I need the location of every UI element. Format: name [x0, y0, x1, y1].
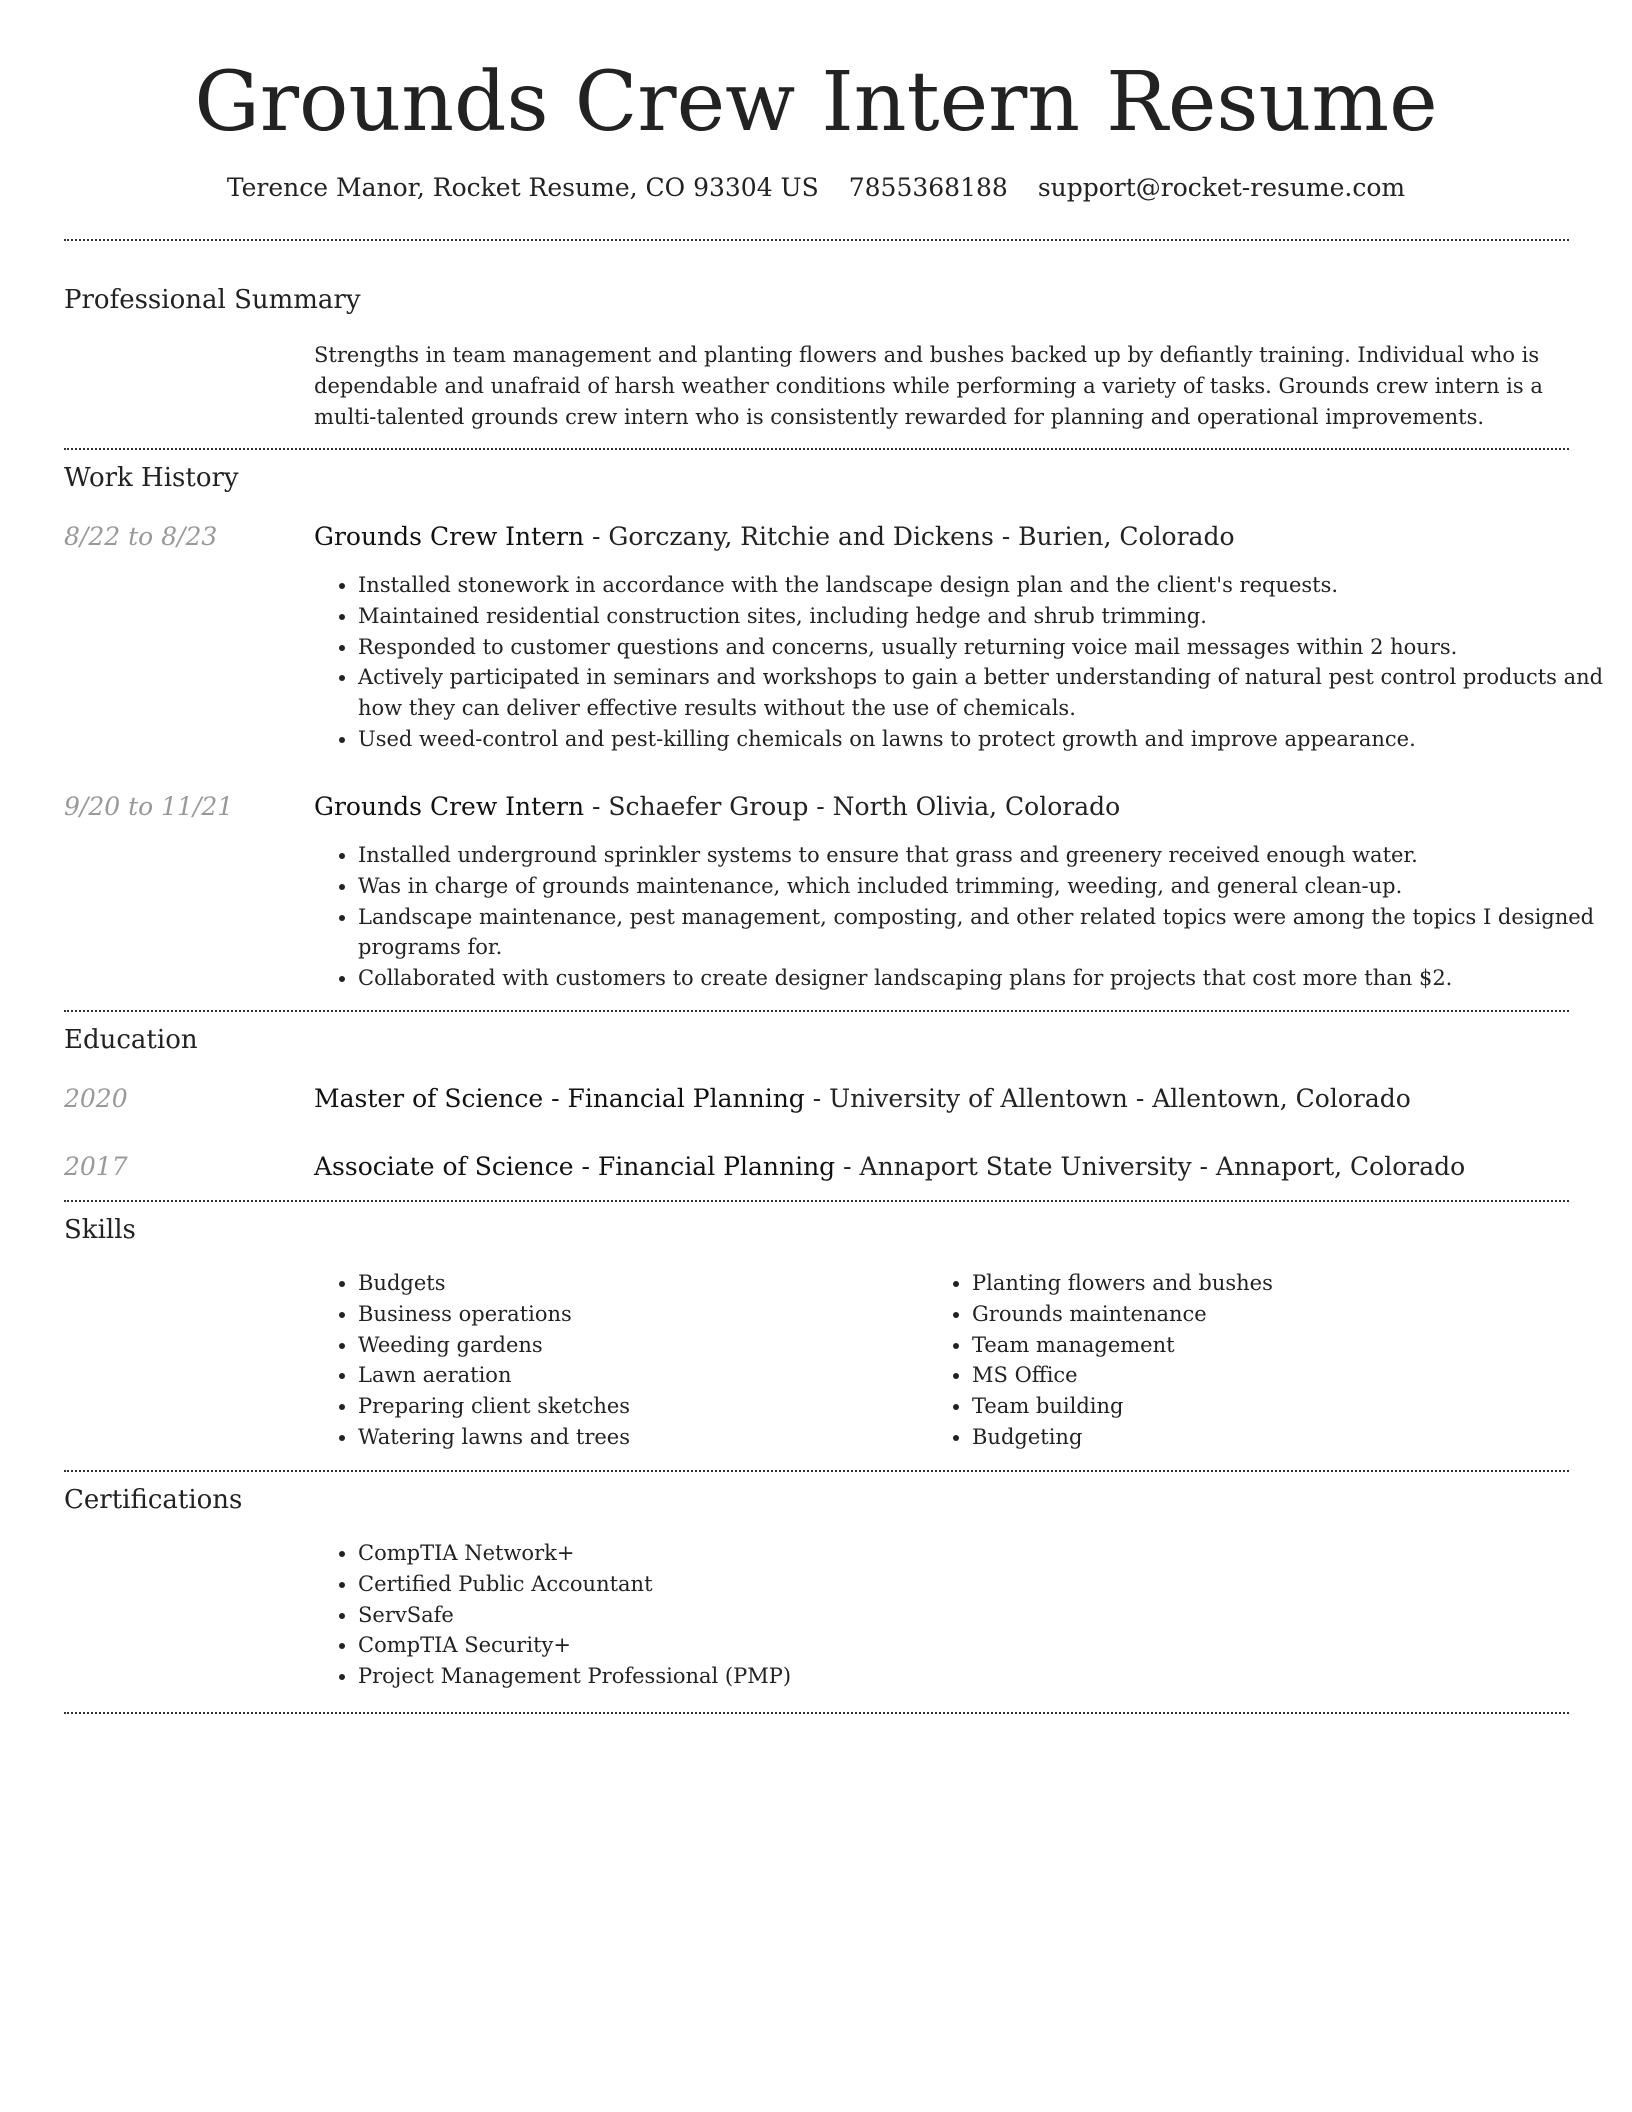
job-details: - Gorczany, Ritchie and Dickens - Burien, Colorado: [584, 522, 1235, 551]
education-degree: Associate of Science - Financial Planning: [314, 1152, 836, 1181]
job-bullet: • Installed stonework in accordance with the landscape design plan and the client's requests.: [358, 570, 1608, 601]
education-details: - Annaport State University - Annaport, Colorado: [835, 1152, 1466, 1181]
skill-item: • Weeding gardens: [358, 1330, 918, 1361]
education-degree: Master of Science - Financial Planning: [314, 1084, 805, 1113]
job-bullet: • Installed underground sprinkler systems to ensure that grass and greenery received enough water.: [358, 840, 1608, 871]
job-bullet: • Maintained residential construction sites, including hedge and shrub trimming.: [358, 601, 1608, 632]
education-year: 2020: [64, 1084, 128, 1113]
job-bullets: [314, 840, 1608, 994]
education-heading: Education: [64, 1025, 198, 1055]
job-dates: 9/20 to 11/21: [64, 792, 234, 821]
section-divider: [64, 1712, 1569, 1714]
certification-item: • CompTIA Network+: [358, 1538, 1258, 1569]
certification-item: • Project Management Professional (PMP): [358, 1661, 1258, 1692]
certification-item: • Certified Public Accountant: [358, 1569, 1258, 1600]
skill-item: • Planting flowers and bushes: [972, 1268, 1572, 1299]
job-bullet: • Actively participated in seminars and workshops to gain a better understanding of natural pest control products and how they can deliver effective results without the use of chemicals.: [358, 662, 1608, 724]
skills-list-left: [314, 1268, 918, 1453]
certification-item: • ServSafe: [358, 1600, 1258, 1631]
skill-item: • Budgets: [358, 1268, 918, 1299]
job-title: Grounds Crew Intern: [314, 792, 585, 821]
job-details: - Schaefer Group - North Olivia, Colorado: [584, 792, 1121, 821]
contact-line: [0, 168, 1632, 208]
contact-email: support@rocket-resume.com: [1037, 173, 1406, 202]
skill-item: • Grounds maintenance: [972, 1299, 1572, 1330]
certifications-heading: Certifications: [64, 1485, 243, 1515]
section-divider: [64, 239, 1569, 241]
job-heading: [314, 789, 1120, 825]
certification-item: • CompTIA Security+: [358, 1630, 1258, 1661]
skill-item: • Team management: [972, 1330, 1572, 1361]
education-year: 2017: [64, 1152, 128, 1181]
section-divider: [64, 1010, 1569, 1012]
resume-title: Grounds Crew Intern Resume: [194, 55, 1438, 150]
section-divider: [64, 448, 1569, 450]
skill-item: • Business operations: [358, 1299, 918, 1330]
skills-heading: Skills: [64, 1215, 136, 1245]
skill-item: • Team building: [972, 1391, 1572, 1422]
job-bullet: • Collaborated with customers to create designer landscaping plans for projects that cost more than $2.: [358, 963, 1608, 994]
section-divider: [64, 1470, 1569, 1472]
job-bullet: • Used weed-control and pest-killing chemicals on lawns to protect growth and improve appearance.: [358, 724, 1608, 755]
job-bullet: • Was in charge of grounds maintenance, which included trimming, weeding, and general clean-up.: [358, 871, 1608, 902]
contact-address: Terence Manor, Rocket Resume, CO 93304 US: [226, 173, 819, 202]
skill-item: • Lawn aeration: [358, 1360, 918, 1391]
job-dates: 8/22 to 8/23: [64, 522, 218, 551]
education-entry: [314, 1149, 1465, 1185]
section-divider: [64, 1200, 1569, 1202]
education-details: - University of Allentown - Allentown, Colorado: [804, 1084, 1411, 1113]
skill-item: • Preparing client sketches: [358, 1391, 918, 1422]
work-history-heading: Work History: [64, 463, 239, 493]
summary-heading: Professional Summary: [64, 285, 361, 315]
job-bullet: • Landscape maintenance, pest management, composting, and other related topics were among the topics I designed programs for.: [358, 902, 1608, 964]
job-bullet: • Responded to customer questions and concerns, usually returning voice mail messages within 2 hours.: [358, 632, 1608, 663]
job-title: Grounds Crew Intern: [314, 522, 585, 551]
skill-item: • Budgeting: [972, 1422, 1572, 1453]
skill-item: • MS Office: [972, 1360, 1572, 1391]
skill-item: • Watering lawns and trees: [358, 1422, 918, 1453]
job-heading: [314, 519, 1235, 555]
job-bullets: [314, 570, 1608, 755]
education-entry: [314, 1081, 1411, 1117]
contact-phone: 7855368188: [848, 173, 1008, 202]
certifications-list: [314, 1538, 1258, 1692]
summary-text: Strengths in team management and planting flowers and bushes backed up by defiantly training. Individual who is dependable and unafraid of harsh weather conditions while performing a variety of tasks. Grounds crew intern is a multi-talented grounds crew intern who is consistently rewarded for planning and operational improvements.: [314, 343, 1543, 429]
skills-list-right: [928, 1268, 1572, 1453]
